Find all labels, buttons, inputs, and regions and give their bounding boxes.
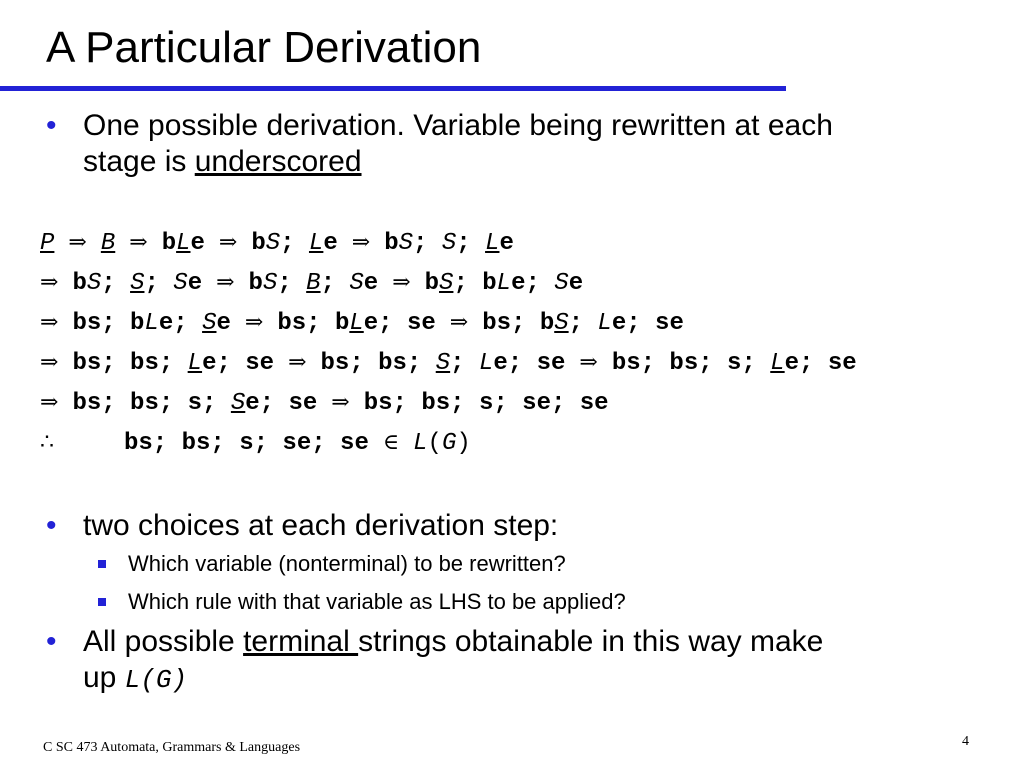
bullet-dot-icon: • xyxy=(46,509,57,542)
derives-arrow-icon: ⇒ xyxy=(40,350,59,375)
element-of-icon: ∈ xyxy=(382,430,400,455)
derives-arrow-icon: ⇒ xyxy=(331,390,350,415)
derives-arrow-icon: ⇒ xyxy=(392,270,411,295)
var-p: P xyxy=(40,230,55,257)
derives-arrow-icon: ⇒ xyxy=(216,270,235,295)
derives-arrow-icon: ⇒ xyxy=(449,310,469,335)
derives-arrow-icon: ⇒ xyxy=(579,350,598,375)
square-bullet-icon xyxy=(98,598,106,606)
bullet-1-text xyxy=(83,108,983,180)
slide-title: A Particular Derivation xyxy=(46,23,482,72)
bullet-2 xyxy=(0,508,1024,548)
sub-bullet-2 xyxy=(0,588,1024,616)
bullet-2-text: two choices at each derivation step: xyxy=(83,509,559,542)
bullet-1 xyxy=(0,108,1024,180)
derives-arrow-icon: ⇒ xyxy=(40,390,59,415)
bullet-3-line2 xyxy=(83,660,983,698)
therefore-icon: ∴ xyxy=(40,430,54,455)
title-underline-rule xyxy=(0,86,786,91)
bullet-dot-icon: • xyxy=(46,625,57,658)
bullet-3-underlined-word: terminal xyxy=(243,625,359,658)
bullet-3-text xyxy=(83,624,983,698)
bullet-3-line1 xyxy=(83,624,983,660)
bullet-3-prefix: All possible xyxy=(83,625,244,658)
derivation-line-6: ∴ bs; bs; s; se; se ∈ L(G) xyxy=(40,430,471,457)
derives-arrow-icon: ⇒ xyxy=(68,230,87,255)
derivation-line-5: ⇒ bs; bs; s; Se; se ⇒ bs; bs; s; se; se xyxy=(40,390,609,417)
bullet-1-line2-prefix: stage is xyxy=(83,145,195,178)
derives-arrow-icon: ⇒ xyxy=(244,310,264,335)
bullet-3-math: L(G) xyxy=(124,665,188,695)
sub-bullet-1-text: Which variable (nonterminal) to be rewritten? xyxy=(128,551,566,576)
bullet-1-underlined-word: underscored xyxy=(194,145,362,178)
derives-arrow-icon: ⇒ xyxy=(218,230,238,255)
derives-arrow-icon: ⇒ xyxy=(40,270,59,295)
sub-bullet-2-text: Which rule with that variable as LHS to be applied? xyxy=(128,589,626,614)
derives-arrow-icon: ⇒ xyxy=(288,350,307,375)
page-number: 4 xyxy=(962,734,969,749)
derivation-line-2: ⇒ bS; S; Se ⇒ bS; B; Se ⇒ bS; bLe; Se xyxy=(40,270,584,297)
bullet-3-line2-prefix: up xyxy=(83,661,125,694)
bullet-3 xyxy=(0,624,1024,696)
derivation-line-3: ⇒ bs; bLe; Se ⇒ bs; bLe; se ⇒ bs; bS; Le; se xyxy=(40,310,684,337)
var-b: B xyxy=(100,230,116,257)
derives-arrow-icon: ⇒ xyxy=(129,230,148,255)
sub-bullet-1 xyxy=(0,550,1024,578)
derives-arrow-icon: ⇒ xyxy=(40,310,59,335)
footer-course-title: C SC 473 Automata, Grammars & Languages xyxy=(43,740,301,755)
derivation-line-4: ⇒ bs; bs; Le; se ⇒ bs; bs; S; Le; se ⇒ bs; bs; s; Le; se xyxy=(40,350,857,377)
derives-arrow-icon: ⇒ xyxy=(351,230,371,255)
derivation-line-1: P ⇒ B ⇒ bLe ⇒ bS; Le ⇒ bS; S; Le xyxy=(40,230,514,257)
bullet-3-suffix: strings obtainable in this way make xyxy=(358,625,824,658)
bullet-1-line2 xyxy=(83,144,983,180)
bullet-dot-icon: • xyxy=(46,109,57,142)
bullet-1-line1: One possible derivation. Variable being rewritten at each xyxy=(83,109,833,142)
square-bullet-icon xyxy=(98,560,106,568)
